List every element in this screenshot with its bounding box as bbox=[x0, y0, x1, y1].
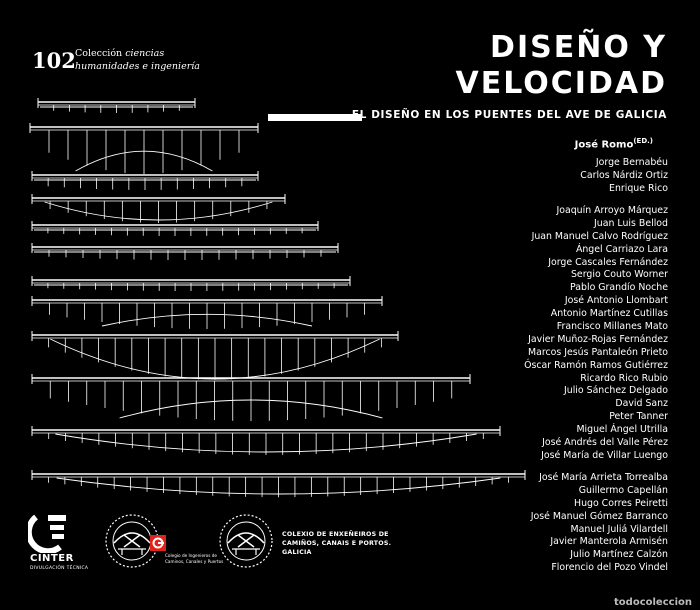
author-name: Jorge Cascales Fernández bbox=[548, 256, 668, 268]
cinter-name: CINTER bbox=[30, 553, 74, 564]
watermark: todocoleccion bbox=[614, 597, 692, 608]
editor-name: José Romo bbox=[574, 139, 634, 151]
collection-title-2: humanidades e ingeniería bbox=[75, 61, 200, 72]
author-name: Julio Sánchez Delgado bbox=[563, 385, 668, 397]
author-name: Florencio del Pozo Vindel bbox=[551, 562, 668, 574]
author-name: Peter Tanner bbox=[609, 411, 668, 423]
author-name: Ricardo Rico Rubio bbox=[580, 372, 668, 384]
author-name: Sergio Couto Worner bbox=[570, 269, 668, 281]
author-name: José Andrés del Valle Pérez bbox=[542, 437, 668, 449]
author-name: Carlos Nárdiz Ortiz bbox=[580, 169, 668, 181]
author-name: Javier Manterola Armisén bbox=[550, 536, 668, 548]
author-name: Joaquín Arroyo Márquez bbox=[556, 205, 668, 216]
author-name: José Manuel Gómez Barranco bbox=[530, 510, 668, 522]
colegio-line-1: Colegio de Ingenieros de bbox=[165, 553, 217, 558]
editor-role: (ED.) bbox=[633, 137, 653, 145]
colegio-caption bbox=[165, 553, 223, 565]
author-name: Miguel Ángel Utrilla bbox=[576, 424, 668, 436]
author-name: Francisco Millanes Mato bbox=[556, 321, 668, 333]
subtitle: EL DISEÑO EN LOS PUENTES DEL AVE DE GALICIA bbox=[351, 109, 667, 121]
title-line-1: DISEÑO Y bbox=[490, 30, 667, 65]
author-name: José Antonio Llombart bbox=[564, 295, 668, 307]
collection-prefix: Colección bbox=[75, 48, 123, 59]
author-name: Marcos Jesús Pantaleón Prieto bbox=[528, 346, 668, 358]
author-name: Juan Manuel Calvo Rodríguez bbox=[531, 230, 668, 242]
author-name: Enrique Rico bbox=[609, 182, 668, 194]
colexio-line-3: GALICIA bbox=[282, 549, 312, 556]
author-name: Julio Martínez Calzón bbox=[570, 549, 668, 561]
title-line-2: VELOCIDAD bbox=[455, 66, 667, 101]
colexio-seal-icon bbox=[218, 513, 274, 569]
author-name: Manuel Juliá Vilardell bbox=[570, 523, 668, 535]
author-name: José María de Villar Luengo bbox=[541, 449, 668, 461]
colexio-caption bbox=[282, 530, 391, 557]
author-name: David Sanz bbox=[615, 398, 668, 410]
author-name: Óscar Ramón Ramos Gutiérrez bbox=[524, 359, 668, 371]
cinter-subtitle: DIVULGACIÓN TÉCNICA bbox=[30, 566, 89, 571]
author-name: Guillermo Capellán bbox=[578, 484, 668, 496]
author-name: Pablo Grandío Noche bbox=[570, 282, 668, 294]
author-name: José María Arrieta Torrealba bbox=[539, 472, 668, 483]
author-name: Javier Muñoz-Rojas Fernández bbox=[528, 333, 668, 345]
author-name: Jorge Bernabéu bbox=[595, 157, 668, 168]
colexio-line-1: COLEXIO DE ENXEÑEIROS DE bbox=[282, 531, 389, 538]
colegio-logo-icon bbox=[150, 535, 166, 551]
author-name: Hugo Corres Peiretti bbox=[574, 497, 668, 509]
author-name: Ángel Carriazo Lara bbox=[575, 243, 668, 255]
author-name: Juan Luis Bellod bbox=[594, 217, 668, 229]
series-number: 102 bbox=[32, 48, 76, 73]
colexio-line-2: CAMIÑOS, CANAIS E PORTOS. bbox=[282, 540, 392, 547]
author-name: Antonio Martínez Cutillas bbox=[550, 308, 668, 320]
collection-title-1: ciencias bbox=[125, 48, 165, 59]
cinter-logo-icon bbox=[28, 511, 68, 553]
colegio-line-2: Caminos, Canales y Puertos bbox=[165, 559, 224, 564]
